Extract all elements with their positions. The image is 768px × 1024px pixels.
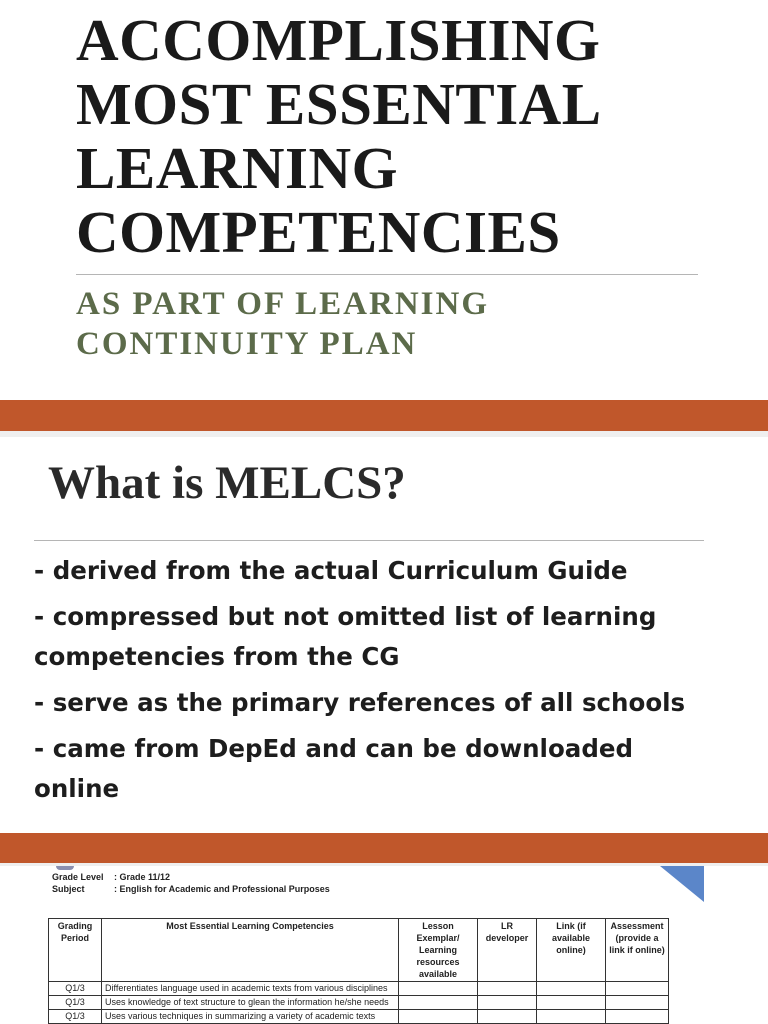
subject-value: : English for Academic and Professional Purposes	[114, 884, 330, 894]
grading-period-cell: Q1/3	[49, 982, 102, 996]
slide-heading: What is MELCS?	[48, 457, 406, 509]
bullet-item: - compressed but not omitted list of learning	[34, 602, 657, 631]
bullet-item-continuation: competencies from the CG	[34, 642, 400, 671]
subtitle-line: AS PART OF LEARNING	[76, 286, 490, 322]
bullet-item-continuation: online	[34, 774, 120, 803]
table-row	[49, 982, 669, 996]
subtitle-line: CONTINUITY PLAN	[76, 326, 418, 362]
title-line: ACCOMPLISHING	[76, 7, 601, 73]
column-header: Most Essential Learning Competencies	[102, 919, 399, 982]
title-line: MOST ESSENTIAL	[76, 71, 602, 137]
title-line: COMPETENCIES	[76, 199, 561, 265]
column-header: Link (if available online)	[537, 919, 606, 982]
grade-level-value: : Grade 11/12	[114, 872, 171, 882]
bullet-item: - came from DepEd and can be downloaded	[34, 734, 634, 763]
table-row	[49, 1010, 669, 1024]
column-header: Assessment (provide a link if online)	[606, 919, 669, 982]
title-slide	[0, 0, 768, 400]
table-slide	[0, 866, 768, 1024]
subject-label: Subject	[52, 884, 85, 894]
slide-footer-band	[0, 833, 768, 863]
logo-fragment	[56, 866, 74, 870]
column-header: LR developer	[478, 919, 537, 982]
slide-title	[76, 8, 716, 264]
bullet-item: - serve as the primary references of all schools	[34, 688, 686, 717]
slide-subtitle	[76, 284, 716, 364]
heading-divider	[34, 540, 704, 541]
title-line: LEARNING	[76, 135, 398, 201]
content-slide	[0, 437, 768, 829]
column-header: Lesson Exemplar/ Learning resources available	[399, 919, 478, 982]
competency-cell: Uses various techniques in summarizing a variety of academic texts	[102, 1010, 399, 1024]
bullet-list	[34, 551, 734, 815]
bullet-item: - derived from the actual Curriculum Guide	[34, 556, 628, 585]
slide-footer-band	[0, 400, 768, 431]
column-header: Grading Period	[49, 919, 102, 982]
table-header-row	[49, 919, 669, 982]
melc-table	[48, 918, 669, 1024]
competency-cell: Differentiates language used in academic texts from various disciplines	[102, 982, 399, 996]
grade-level-label: Grade Level	[52, 872, 104, 882]
title-divider	[76, 274, 698, 275]
corner-accent	[660, 866, 704, 902]
table-row	[49, 996, 669, 1010]
grading-period-cell: Q1/3	[49, 1010, 102, 1024]
grading-period-cell: Q1/3	[49, 996, 102, 1010]
document-header	[52, 871, 330, 895]
competency-cell: Uses knowledge of text structure to glean the information he/she needs	[102, 996, 399, 1010]
